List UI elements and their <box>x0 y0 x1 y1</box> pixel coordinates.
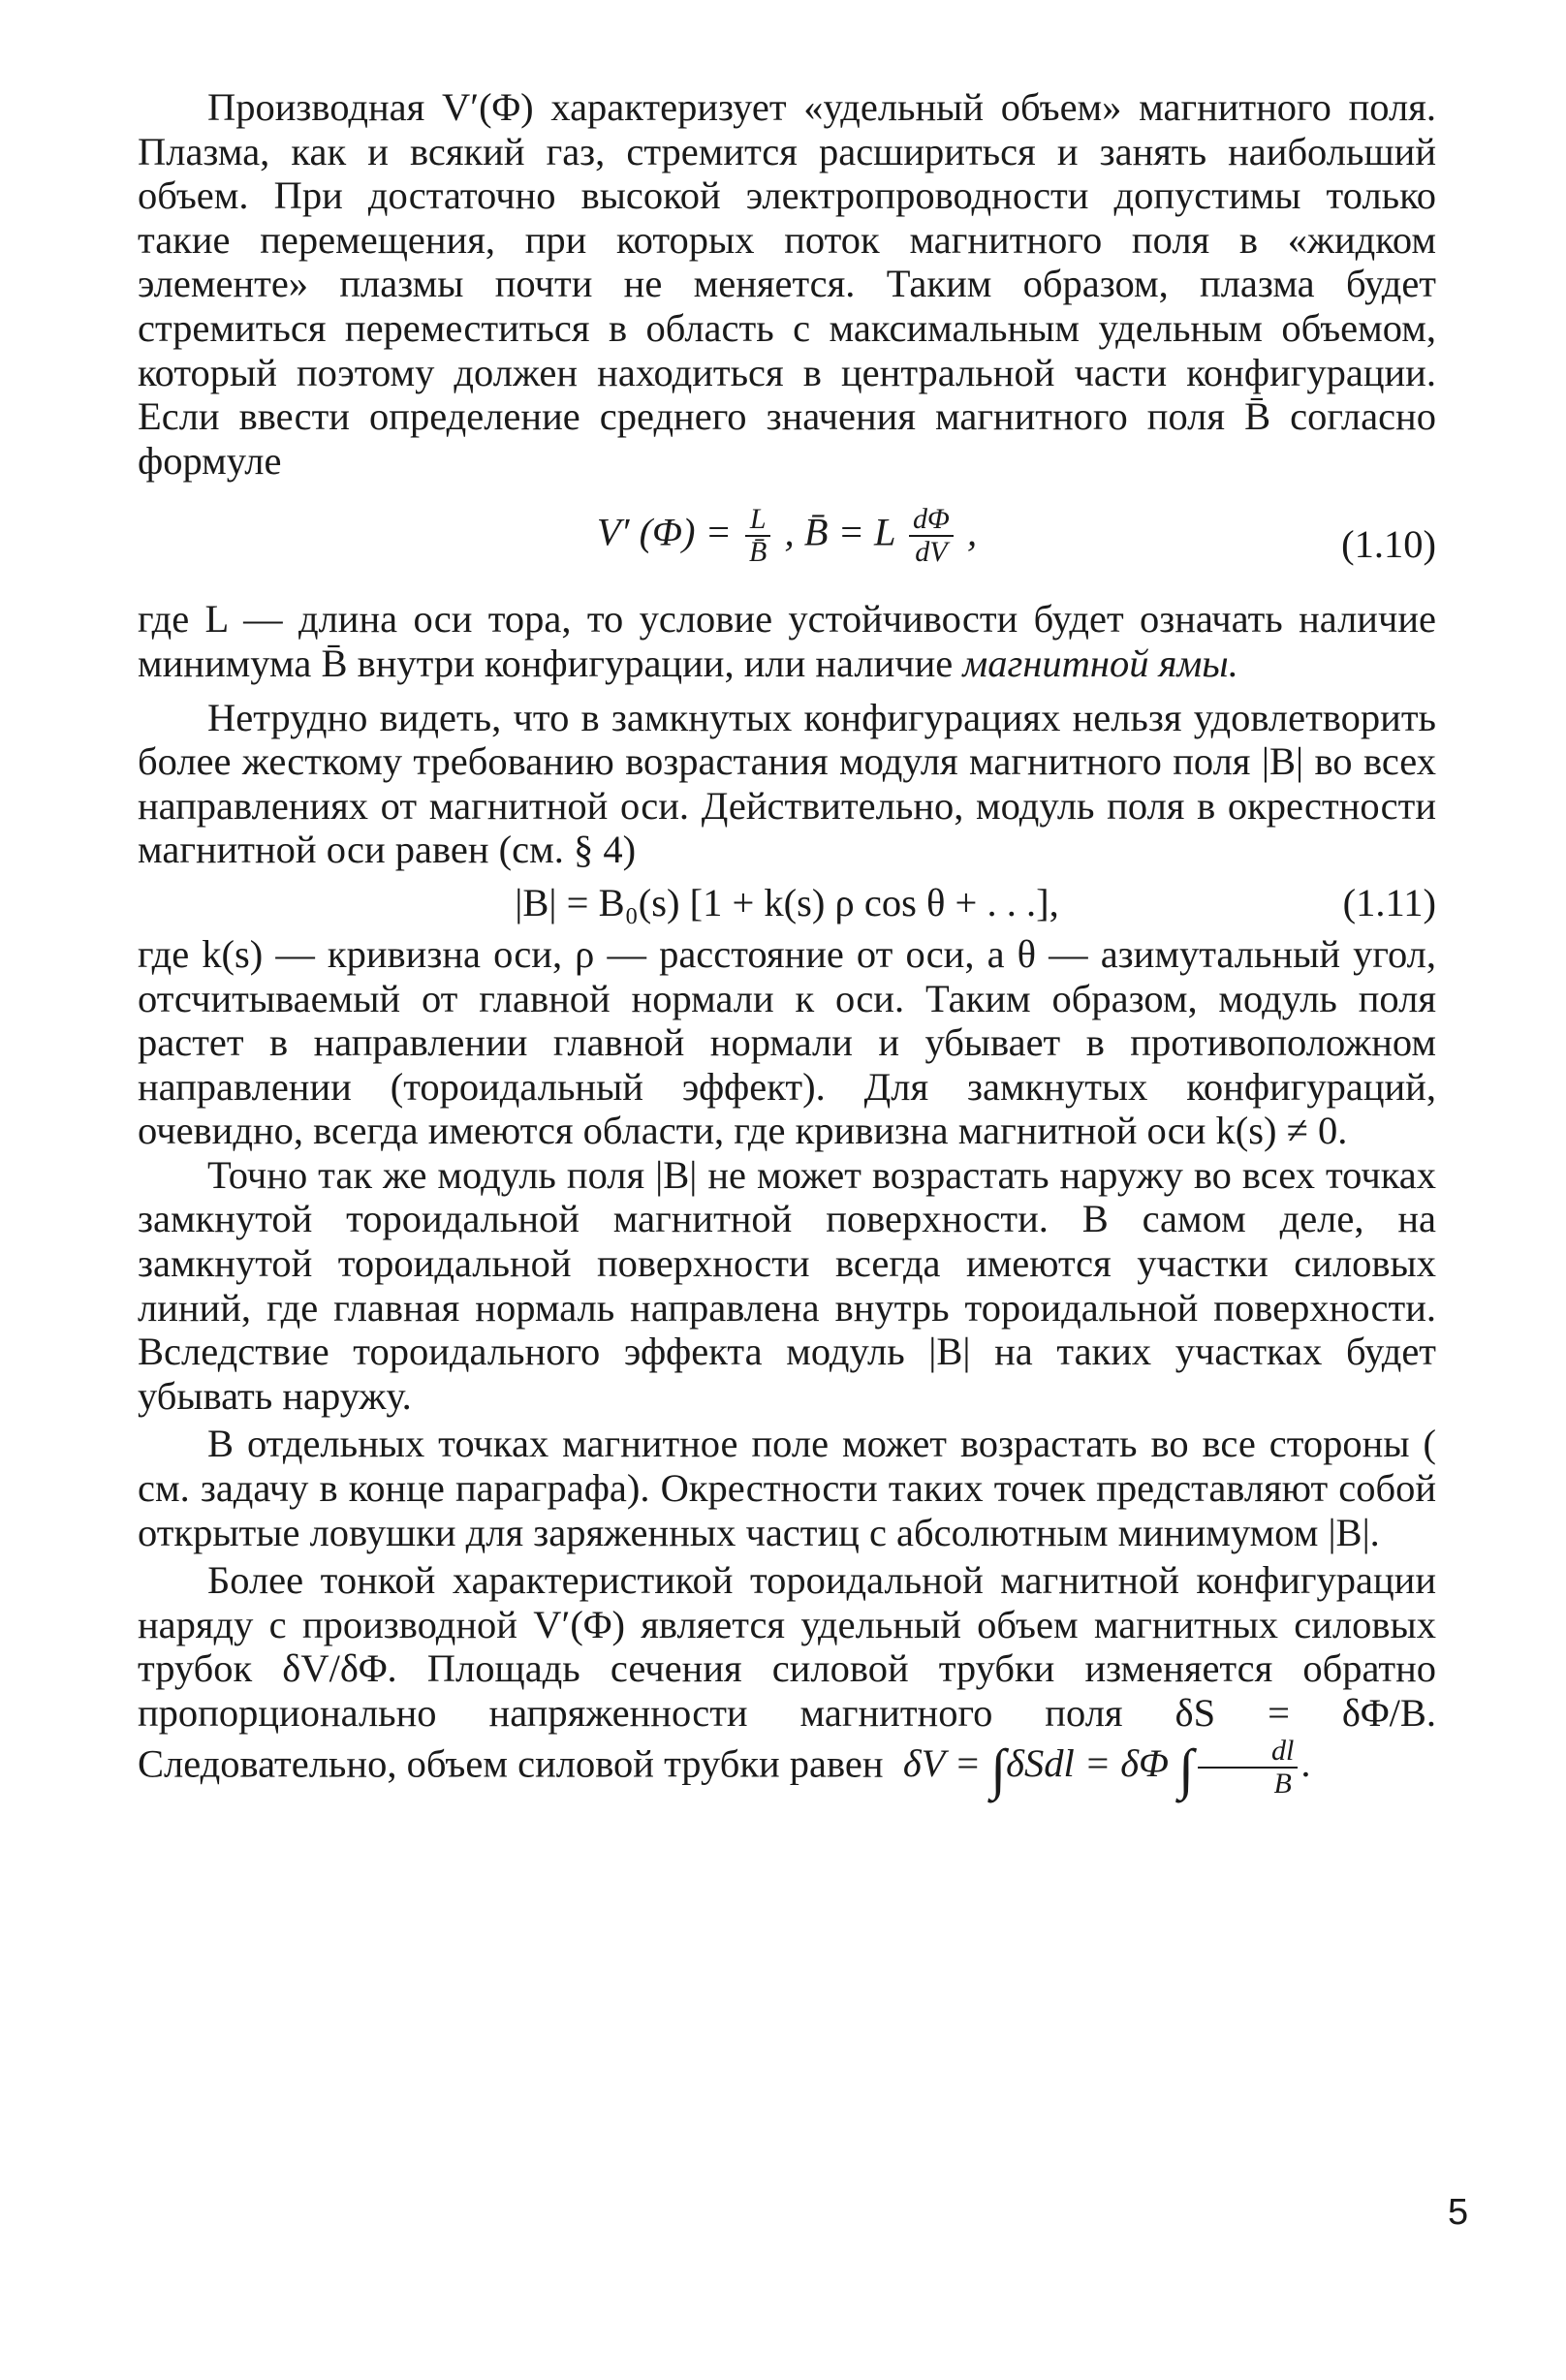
eq1-lhs: V′ (Φ) = <box>596 510 732 554</box>
equation-1-11 <box>138 872 1436 932</box>
eq3-tail: . <box>1301 1740 1312 1785</box>
paragraph-6: В отдельных точках магнитное поле может возрастать во все стороны ( см. задачу в конце параграфа). Окрестности таких точек представляют собой открытые ловушки для заряженных частиц с абсолютным минимумом |B|. <box>138 1422 1436 1554</box>
eq2-body: |B| = B₀(s) [1 + k(s) ρ cos θ + . . .], <box>515 880 1059 924</box>
eq1-frac2-num: dΦ <box>912 503 950 536</box>
paragraph-1: Производная V′(Φ) характеризует «удельный объем» магнитного поля. Плазма, как и всякий газ, стремится расшириться и занять наибольший объем. При достаточно высокой электропроводности допустимы только такие перемещения, при которых поток магнитного поля в «жидком элементе» плазмы почти не меняется. Таким образом, плазма будет стремиться переместиться в область с максимальным удельным объемом, который поэтому должен находиться в центральной части конфигурации. Если ввести определение среднего значения магнитного поля B̄ согласно формуле <box>138 85 1436 483</box>
integral-sign-2: ∫ <box>1178 1737 1194 1801</box>
eq3-fraction <box>1198 1736 1298 1800</box>
paragraph-3: Нетрудно видеть, что в замкнутых конфигурациях нельзя удовлетворить более жесткому требованию возрастания модуля магнитного поля |B| во всех направлениях от магнитной оси. Действительно, модуль поля в окрестности магнитной оси равен (см. § 4) <box>138 695 1436 872</box>
eq1-fraction-2 <box>909 504 954 568</box>
paragraph-7 <box>138 1558 1436 1799</box>
eq3-frac-den: B <box>1198 1767 1298 1800</box>
eq3-frac-num: dl <box>1270 1734 1295 1767</box>
eq1-fraction-1 <box>745 504 770 568</box>
page-number: 5 <box>1448 2192 1469 2233</box>
paragraph-2-text: где L — длина оси тора, то условие устойчивости будет означать наличие минимума B̄ внутри конфигурации, или наличие <box>138 597 1436 685</box>
paragraph-7-text: Более тонкой характеристикой тороидальной магнитной конфигурации наряду с производной V′(Φ) является удельный объем магнитных силовых трубок δV/δΦ. Площадь сечения силовой трубки изменяется обратно пропорционально напряженности магнитного поля δS = δΦ/B. Следовательно, объем силовой трубки равен <box>138 1558 1436 1785</box>
eq1-frac1-num: L <box>749 503 767 536</box>
paragraph-5: Точно так же модуль поля |B| не может возрастать наружу во всех точках замкнутой тороидальной магнитной поверхности. В самом деле, на замкнутой тороидальной поверхности всегда имеются участки силовых линий, где главная нормаль направлена внутрь тороидальной поверхности. Вследствие тороидального эффекта модуль |B| на таких участках будет убывать наружу. <box>138 1152 1436 1418</box>
eq3-lhs: δV = <box>902 1740 982 1785</box>
paragraph-4: где k(s) — кривизна оси, ρ — расстояние от оси, а θ — азимутальный угол, отсчитываемый от главной нормали к оси. Таким образом, модуль поля растет в направлении главной нормали и убывает в противоположном направлении (тороидальный эффект). Для замкнутых конфигураций, очевидно, всегда имеются области, где кривизна магнитной оси k(s) ≠ 0. <box>138 931 1436 1153</box>
equation-tube-volume <box>902 1734 1312 1801</box>
equation-number-1-10: (1.10) <box>1341 522 1436 567</box>
integral-sign-1: ∫ <box>990 1737 1007 1801</box>
eq1-tail: , <box>966 510 978 554</box>
eq3-integral: δSdl = δΦ <box>1006 1740 1169 1785</box>
equation-number-1-11: (1.11) <box>1342 880 1436 924</box>
page-content <box>138 85 1436 1800</box>
equation-1-10 <box>138 483 1436 597</box>
eq1-frac2-den: dV <box>909 535 954 568</box>
eq1-mid: , B̄ = L <box>784 510 895 554</box>
eq1-frac1-den: B̄ <box>745 535 770 568</box>
paragraph-2 <box>138 597 1436 685</box>
emphasis-magnetic-well: магнитной ямы. <box>962 641 1238 685</box>
